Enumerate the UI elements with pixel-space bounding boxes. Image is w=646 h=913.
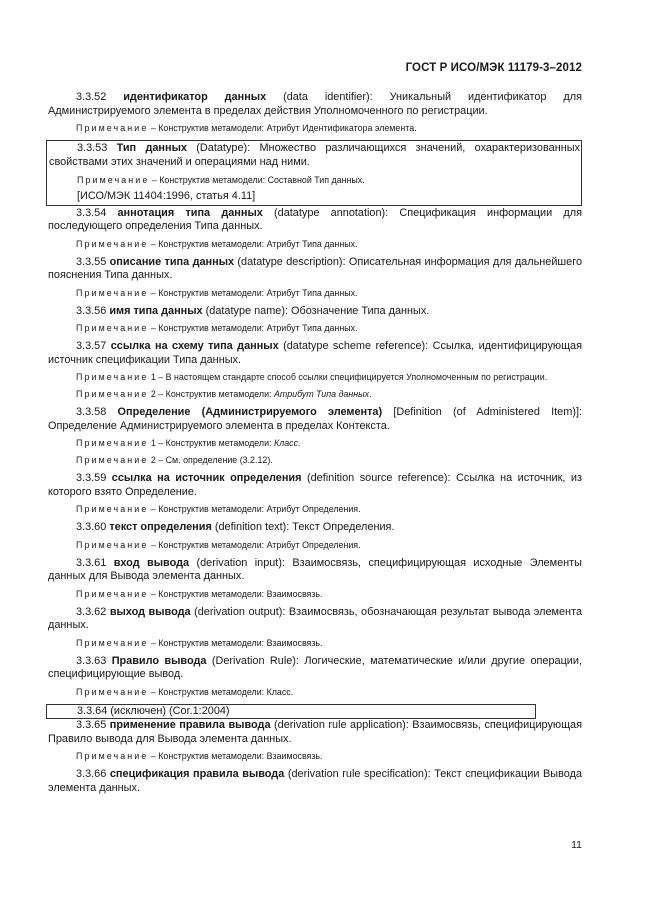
entry-3-3-54: 3.3.54 аннотация типа данных (datatype annotation): Спецификация информации для последующего определения Типа данных. — [48, 206, 582, 232]
entry-3-3-61: 3.3.61 вход вывода (derivation input): Взаимосвязь, специфицирующая исходные Элементы данных для Вывода элемента данных. — [48, 556, 582, 582]
page-number: 11 — [571, 839, 582, 851]
entry-3-3-62: 3.3.62 выход вывода (derivation output): Взаимосвязь, обозначающая результат вывода элемента данных. — [48, 605, 582, 631]
document-body — [48, 88, 582, 795]
note: Примечание – Конструктив метамодели: Атрибут Типа данных. — [76, 323, 358, 333]
note: Примечание – Конструктив метамодели: Атрибут Определения. — [76, 539, 361, 550]
note: Примечание – Конструктив метамодели: Атрибут Определения. — [76, 504, 361, 514]
note: Примечание – Конструктив метамодели: Взаимосвязь. — [76, 588, 323, 599]
entry-3-3-58: 3.3.58 Определение (Администрируемого элемента) [Definition (of Administered Item)]: Определение Администрируемого элемента в пределах Контекста. — [48, 406, 582, 432]
entry-3-3-59: 3.3.59 ссылка на источник определения (definition source reference): Ссылка на источник, из которого взято Определение. — [48, 472, 582, 498]
entry-3-3-60: 3.3.60 текст определения (definition text): Текст Определения. — [76, 521, 395, 533]
standard-header: ГОСТ Р ИСО/МЭК 11179-3–2012 — [405, 62, 582, 74]
note: Примечание 2 – Конструктив метамодели: Атрибут Типа данных. — [76, 389, 372, 399]
entry-3-3-65: 3.3.65 применение правила вывода (derivation rule application): Взаимосвязь, специфицирующая Правило вывода для Вывода элемента данных. — [48, 719, 582, 745]
boxed-entry-3-3-64 — [46, 704, 536, 720]
note: Примечание – Конструктив метамодели: Атрибут Типа данных. — [76, 238, 358, 249]
entry-3-3-53: 3.3.53 Тип данных (Datatype): Множество различающихся значений, охарактеризованных свойствами этих значений и операциями над ними. — [49, 142, 580, 168]
entry-3-3-63: 3.3.63 Правило вывода (Derivation Rule): Логические, математические и/или другие операции, специфицирующие вывод. — [48, 654, 583, 680]
note: Примечание – Конструктив метамодели: Взаимосвязь. — [76, 751, 323, 761]
entry-3-3-64-excluded: 3.3.64 (исключен) (Cor.1:2004) — [77, 704, 230, 717]
source-reference: [ИСО/МЭК 11404:1996, статья 4.11] — [77, 190, 256, 202]
note: Примечание 1 – В настоящем стандарте способ ссылки специфицируется Уполномоченным по регистрации. — [76, 372, 548, 382]
note: Примечание – Конструктив метамодели: Класс. — [76, 686, 294, 697]
entry-3-3-66: 3.3.66 спецификация правила вывода (derivation rule specification): Текст спецификации Вывода элемента данных. — [48, 768, 582, 794]
note: Примечание 1 – Конструктив метамодели: Класс. — [76, 438, 301, 448]
note: Примечание 2 – См. определение (3.2.12). — [76, 455, 273, 465]
note: Примечание – Конструктив метамодели: Составной Тип данных. — [77, 175, 365, 185]
boxed-entry-3-3-53 — [46, 140, 582, 206]
entry-3-3-57: 3.3.57 ссылка на схему типа данных (datatype scheme reference): Ссылка, идентифицирующая источник спецификации Типа данных. — [48, 340, 582, 366]
entry-3-3-52: 3.3.52 идентификатор данных (data identifier): Уникальный идентификатор для Администрируемого элемента в пределах действия Уполномоченного по регистрации. — [48, 91, 583, 117]
note: Примечание – Конструктив метамодели: Атрибут Идентификатора элемента. — [76, 123, 417, 133]
entry-3-3-56: 3.3.56 имя типа данных (datatype name): Обозначение Типа данных. — [76, 304, 430, 317]
note: Примечание – Конструктив метамодели: Взаимосвязь. — [76, 637, 323, 648]
note: Примечание – Конструктив метамодели: Атрибут Типа данных. — [76, 287, 358, 298]
entry-3-3-55: 3.3.55 описание типа данных (datatype description): Описательная информация для дальнейшего пояснения Типа данных. — [48, 255, 583, 281]
